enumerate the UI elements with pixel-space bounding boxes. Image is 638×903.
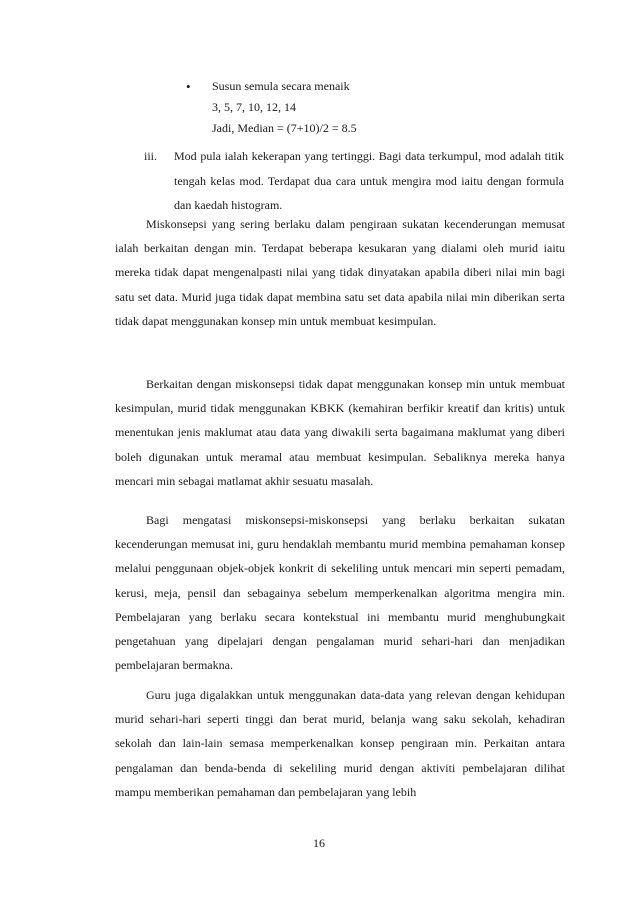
mode-description: Mod pula ialah kekerapan yang tertinggi. Bagi data terkumpul, mod adalah titik tengah kelas mod. Terdapat dua cara untuk mengira mod iaitu dengan formula dan kaedah histogram.: [174, 149, 564, 212]
page-number: 16: [313, 836, 325, 850]
paragraph-miskonsepsi: Miskonsepsi yang sering berlaku dalam pengiraan sukatan kecenderungan memusat ialah berkaitan dengan min. Terdapat beberapa kesukaran yang dialami oleh murid iaitu mereka tidak dapat mengenalpasti nilai yang tidak dinyatakan apabila diberi nilai min bagi satu set data. Murid juga tidak dapat membina satu set data apabila nilai min diberikan serta tidak dapat menggunakan konsep min untuk membuat kesimpulan.: [115, 217, 565, 328]
bullet-lines: [212, 76, 357, 139]
bullet-line-2: 3, 5, 7, 10, 12, 14: [212, 100, 296, 114]
paragraph-guru: Guru juga digalakkan untuk menggunakan data-data yang relevan dengan kehidupan murid sehari-hari seperti tinggi dan berat murid, belanja wang saku sekolah, kehadiran sekolah dan lain-lain semasa memperkenalkan konsep pengiraan min. Perkaitan antara pengalaman dan benda-benda di sekeliling murid dengan aktiviti pembelajaran dilihat mampu memberikan pemahaman dan pembelajaran yang lebih: [115, 688, 565, 799]
bullet-line-1: Susun semula secara menaik: [212, 79, 350, 93]
paragraph-mengatasi: Bagi mengatasi miskonsepsi-miskonsepsi yang berlaku berkaitan sukatan kecenderungan memusat ini, guru hendaklah membantu murid membina pemahaman konsep melalui penggunaan objek-objek konkrit di sekeliling untuk mencari min seperti pemadam, kerusi, meja, pensil dan sebagainya sebelum memperkenalkan algoritma mengira min. Pembelajaran yang berlaku secara kontekstual ini membantu murid menghubungkait pengetahuan yang dipelajari dengan pengalaman murid sehari-hari dan menjadikan pembelajaran bermakna.: [115, 513, 565, 673]
roman-numeral-marker: iii.: [144, 149, 158, 163]
bullet-line-3: Jadi, Median = (7+10)/2 = 8.5: [212, 121, 357, 135]
paragraph-kesimpulan: Berkaitan dengan miskonsepsi tidak dapat menggunakan konsep min untuk membuat kesimpulan, murid tidak menggunakan KBKK (kemahiran berfikir kreatif dan kritis) untuk menentukan jenis maklumat atau data yang diwakili serta bagaimana maklumat yang diberi boleh digunakan untuk meramal atau membuat kesimpulan. Sebaliknya mereka hanya mencari min sebagai matlamat akhir sesuatu masalah.: [115, 377, 565, 488]
bullet-dot-icon: [186, 76, 206, 98]
